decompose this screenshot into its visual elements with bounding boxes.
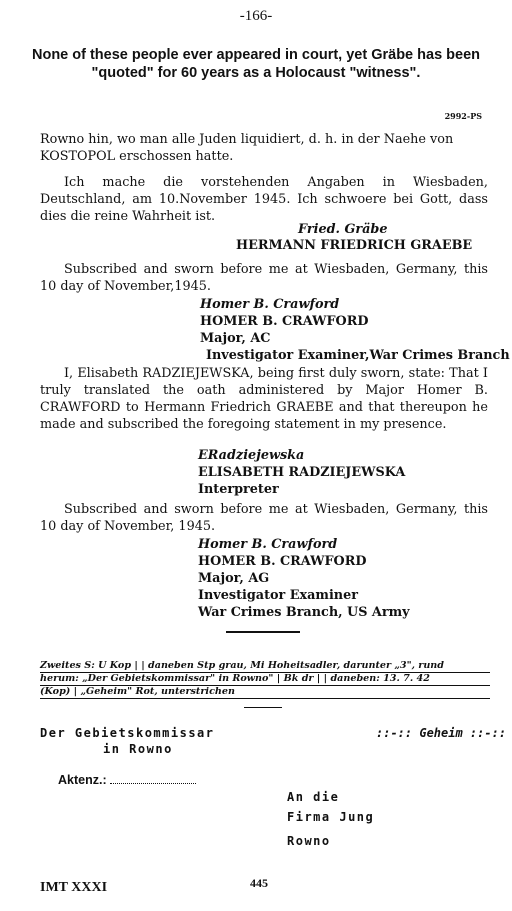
headline-line-2: "quoted" for 60 years as a Holocaust "witness". — [91, 65, 421, 81]
crawford-handwritten-signature-2: Homer B. Crawford — [198, 537, 338, 552]
declaration-text: Ich mache die vorstehenden Angaben in Wiesbaden, Deutschland, am 10.November 1945. Ich schwoere bei Gott, dass dies die reine Wahrheit ist. — [40, 175, 488, 224]
paragraph-continuation — [40, 131, 488, 165]
interpreter-statement — [40, 365, 488, 433]
crawford-title-2b: War Crimes Branch, US Army — [198, 605, 410, 620]
recipient-line-2: Firma Jung — [287, 810, 375, 824]
paragraph-continuation-line-2: KOSTOPOL erschossen hatte. — [40, 149, 234, 164]
classification-stamp: ::-:: Geheim ::-:: — [376, 726, 507, 740]
sworn-statement-2-text: Subscribed and sworn before me at Wiesbaden, Germany, this 10 day of November, 1945. — [40, 502, 488, 534]
footer-volume: IMT XXXI — [40, 880, 108, 895]
archive-note-line-3: (Kop) | „Geheim" Rot, unterstrichen — [40, 686, 490, 699]
interpreter-name: ELISABETH RADZIEJEWSKA — [198, 465, 406, 480]
graebe-handwritten-signature: Fried. Gräbe — [298, 222, 388, 237]
crawford-rank-2: Major, AG — [198, 571, 270, 586]
headline — [0, 46, 512, 82]
headline-line-1: None of these people ever appeared in court, yet Gräbe has been — [31, 47, 481, 63]
crawford-name-1: HOMER B. CRAWFORD — [200, 314, 369, 329]
aktenzeichen-blank-line — [110, 783, 196, 784]
interpreter-handwritten-signature: ERadziejewska — [198, 448, 305, 463]
crawford-signature-block-1 — [200, 296, 510, 364]
recipient-line-3: Rowno — [287, 834, 331, 848]
interpreter-title: Interpreter — [198, 482, 279, 497]
declaration-paragraph — [40, 174, 488, 225]
interpreter-signature-block — [198, 447, 405, 498]
page-number: -166- — [239, 8, 273, 24]
crawford-rank-1: Major, AC — [200, 331, 271, 346]
crawford-title-1: Investigator Examiner,War Crimes Branch — [206, 348, 510, 363]
sworn-statement-1 — [40, 261, 488, 295]
sworn-statement-1-text: Subscribed and sworn before me at Wiesbaden, Germany, this 10 day of November,1945. — [40, 262, 488, 294]
crawford-name-2: HOMER B. CRAWFORD — [198, 554, 367, 569]
aktenzeichen-label: Aktenz.: — [58, 773, 107, 787]
footer-page-number: 445 — [250, 876, 268, 890]
archive-note — [40, 660, 490, 699]
section-divider — [226, 631, 300, 633]
note-divider — [244, 707, 282, 708]
paragraph-continuation-line-1: Rowno hin, wo man alle Juden liquidiert, d. h. in der Naehe von — [40, 132, 454, 147]
graebe-typed-name: HERMANN FRIEDRICH GRAEBE — [236, 238, 473, 253]
crawford-signature-block-2 — [198, 536, 410, 621]
archive-note-line-2: herum: „Der Gebietskommissar" in Rowno" | Bk dr | | daneben: 13. 7. 42 — [40, 673, 490, 686]
archive-note-line-1: Zweites S: U Kop | | daneben Stp grau, Mi Hoheitsadler, darunter „3", rund — [40, 660, 490, 673]
sender-line-2: in Rowno — [103, 742, 173, 756]
document-reference: 2992-PS — [444, 111, 482, 121]
crawford-handwritten-signature-1: Homer B. Crawford — [200, 297, 340, 312]
recipient-line-1: An die — [287, 790, 340, 804]
aktenzeichen-field — [58, 773, 196, 787]
crawford-title-2a: Investigator Examiner — [198, 588, 358, 603]
sender-line-1: Der Gebietskommissar — [40, 726, 215, 740]
sworn-statement-2 — [40, 501, 488, 535]
interpreter-statement-text: I, Elisabeth RADZIEJEWSKA, being first duly sworn, state: That I truly translated the oath administered by Major Homer B. CRAWFORD to Hermann Friedrich GRAEBE and that thereupon he made and subscribed the foregoing statement in my presence. — [40, 366, 488, 432]
